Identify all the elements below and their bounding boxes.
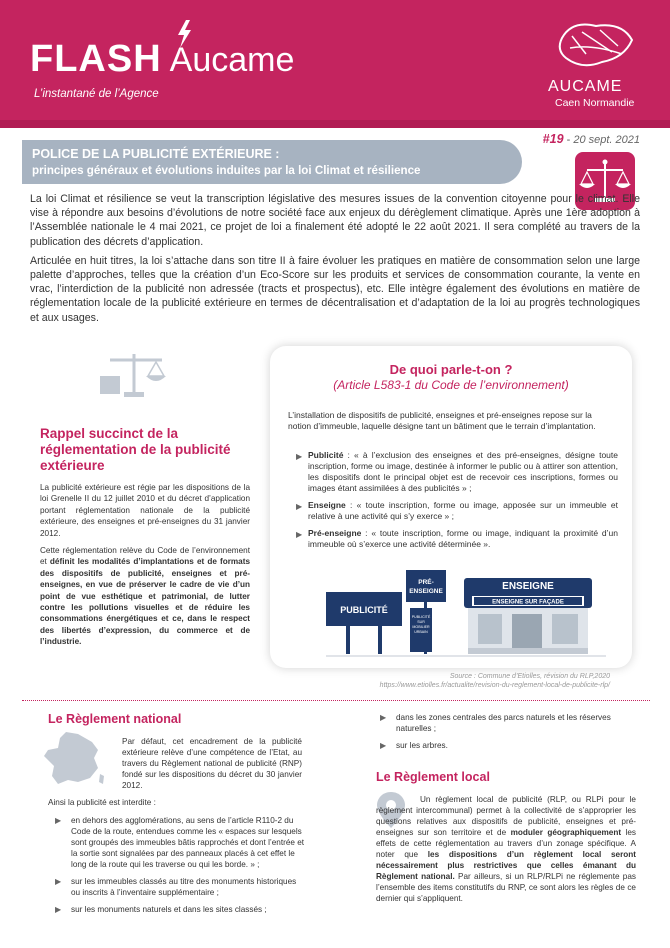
aucame-logo-icon [552, 18, 638, 76]
page-subtitle: principes généraux et évolutions induites par la loi Climat et résilience [32, 164, 421, 177]
national-list-continued [380, 712, 640, 757]
rappel-paragraph-1: La publicité extérieure est régie par les dispositions de la loi Grenelle II du 12 juillet 2010 et du décret d’application portant réglementation nationale de la publicité extérieure, des enseignes et pré-enseignes du 31 janvier 2012. [40, 483, 250, 538]
issue-number: #19 [542, 132, 564, 146]
card-title: De quoi parle-t-on ? [389, 362, 513, 377]
aucame-word: Aucame [169, 41, 295, 79]
local-text-bold-2: les dispositions d’un règlement local seront nécessairement plus restrictives que celles émanant du Règlement national. [376, 850, 636, 881]
definition-text: : « toute inscription, forme ou image, apposée sur un immeuble et relative à une activité qui s’y exerce » ; [308, 500, 618, 521]
scales-icon [90, 350, 178, 400]
list-item [380, 712, 640, 734]
definition-item [288, 528, 618, 550]
source-link[interactable]: https://www.etiolles.fr/actualite/revision-du-reglement-local-de-publicite-rlp/ [379, 682, 610, 689]
national-heading: Le Règlement national [48, 712, 182, 726]
bullet-triangle-icon: ▶ [380, 713, 387, 722]
logo-name: AUCAME [548, 78, 623, 95]
enseigne-sign-label: ENSEIGNE [502, 581, 554, 592]
intro-text [30, 192, 640, 330]
list-item-text: en dehors des agglomérations, au sens de l’article R110-2 du Code de la route, entendues comme les « espaces sur lesquels sont groupés des immeubles bâtis rapprochés et dont l’entrée et la sortie sont signalées par des panneaux placés à cet effet le long de la route qui les traverse ou qui les borde. » ; [71, 816, 305, 869]
list-item [55, 815, 305, 870]
definition-item [288, 500, 618, 522]
list-item [55, 876, 305, 898]
bullet-triangle-icon: ▶ [296, 502, 303, 511]
local-text [376, 794, 636, 904]
mobilier-label-4: URBAIN [414, 630, 428, 634]
intro-paragraph-2: Articulée en huit titres, la loi s’attache dans son titre II à faire évoluer les pratiques en matière de consommation selon une large palette d’approches, telles que la création d’un Eco-Score sur les produits et services de consommation courante, la vente en vrac, l’interdiction de la publicité non adressée (tracts et prospectus), etc. Elle intègre également des évolutions en matière de réglementation locale de la publicité extérieure en termes de décentralisation et d’adaptation de la loi au progrès technologiques et aux usages. [30, 254, 640, 324]
pre-enseigne-label-2: ENSEIGNE [409, 588, 443, 595]
local-text-bold-1: moduler géographiquement [510, 828, 622, 837]
definition-term: Publicité [308, 450, 344, 460]
national-list [55, 815, 305, 921]
issue-date: 20 sept. 2021 [573, 134, 640, 146]
issue-info [543, 132, 640, 146]
list-item-text: sur les arbres. [396, 741, 448, 750]
list-item-text: sur les immeubles classés au titre des monuments historiques ou inscrits à l’inventaire supplémentaire ; [71, 877, 297, 897]
bullet-triangle-icon: ▶ [380, 741, 387, 750]
definition-term: Enseigne [308, 500, 346, 510]
bullet-triangle-icon: ▶ [55, 877, 62, 886]
bullet-triangle-icon: ▶ [55, 905, 62, 914]
intro-paragraph-1: La loi Climat et résilience se veut la transcription législative des mesures issues de la convention citoyenne pour le climat. Elle vise à répondre aux besoins d’évolutions de notre société face aux enjeux du dérèglement climatique. Après une 1ère adoption à l’Assemblée nationale le 4 mai 2021, ce projet de loi a finalement été adopté le 22 août 2021. Il sera complété au travers de la publication des décrets d’application. [30, 193, 640, 248]
card-subtitle: (Article L583-1 du Code de l’environnement) [333, 378, 569, 392]
billboard-label: PUBLICITÉ [340, 605, 388, 615]
mobilier-label-2: SUR [417, 620, 425, 624]
rappel-text [40, 482, 250, 654]
issue-separator: - [566, 134, 571, 146]
facade-sign-label: ENSEIGNE SUR FAÇADE [492, 599, 564, 606]
rappel-p2-bold: définit les modalités d’implantations et de formats des dispositifs de publicité, enseignes et pré-enseignes, en vue de préserver le cadre de vie d’un point de vue esthétique et patrimonial, de lutter contre les pollutions visuelles et de réduire les consommations énergétiques et ce, dans le respect des libertés d’expression, du commerce et de l’industrie. [40, 557, 250, 647]
bullet-triangle-icon: ▶ [296, 530, 303, 539]
source-line-1: Source : Commune d’Etiolles, révision du RLP,2020 [449, 673, 610, 680]
title-band [22, 140, 522, 184]
local-text-1: Un règlement local de publicité (RLP, ou RLPi pour le règlement intercommunal) permet à la collectivité de s’approprier les questions relatives aux dispositifs de publicité, enseignes et pré-enseignes sur son territoire et de [376, 795, 636, 837]
list-item-text: dans les zones centrales des parcs naturels et les réserves naturelles ; [396, 713, 611, 733]
mobilier-label-3: MOBILIER [412, 625, 430, 629]
bullet-triangle-icon: ▶ [55, 816, 62, 825]
lightning-icon [175, 20, 193, 48]
bullet-triangle-icon: ▶ [296, 452, 303, 461]
definition-list [288, 450, 618, 556]
local-heading: Le Règlement local [376, 770, 490, 784]
list-item [380, 740, 640, 751]
definition-term: Pré-enseigne [308, 528, 362, 538]
france-map-icon [38, 728, 108, 788]
rappel-p2-plain: Cette réglementation relève du Code de l’environnement et [40, 546, 250, 567]
page-title: POLICE DE LA PUBLICITÉ EXTÉRIEURE : [32, 147, 280, 161]
national-lead: Ainsi la publicité est interdite : [48, 798, 156, 807]
tagline: L’instantané de l’Agence [34, 88, 159, 100]
pre-enseigne-label-1: PRÉ- [418, 579, 434, 586]
section-divider [22, 700, 650, 701]
flash-aucame-title [30, 38, 294, 81]
list-item-text: sur les monuments naturels et dans les sites classés ; [71, 905, 267, 914]
local-text-2: les effets de cette réglementation au travers d’un zonage spécifique. A noter que [376, 828, 637, 859]
definition-item [288, 450, 618, 494]
source-caption [300, 672, 610, 690]
flash-word: FLASH [30, 38, 162, 80]
local-text-3: Par ailleurs, si un RLP/RLPi ne réglemente pas l’ensemble des items constitutifs du RNP, ce sont alors les règles de ce dernier qui s’appliquent. [376, 872, 637, 903]
mobilier-label-1: PUBLICITÉ [411, 615, 431, 619]
rappel-heading: Rappel succinct de la réglementation de la publicité extérieure [40, 426, 231, 473]
definition-text: : « à l’exclusion des enseignes et des pré-enseignes, désigne toute inscription, forme ou image, destinée à informer le public ou à attirer son attention, les dispositifs dont le principal objet est de recevoir ces inscriptions, formes ou images étant assimilées à des publicités » ; [308, 450, 618, 493]
signage-illustration [326, 568, 606, 660]
rappel-paragraph-2 [40, 545, 250, 648]
card-intro: L’installation de dispositifs de publicité, enseignes et pré-enseignes repose sur la notion d’immeuble, laquelle désigne tant un bâtiment que le terrain d’implantation. [288, 410, 596, 431]
logo-subtitle: Caen Normandie [555, 97, 635, 109]
definition-text: : « toute inscription, forme ou image, indiquant la proximité d’un immeuble où s’exerce une activité déterminée ». [308, 528, 618, 549]
list-item [55, 904, 305, 915]
national-text: Par défaut, cet encadrement de la publicité extérieure relève d’une compétence de l’Etat, au travers du Règlement national de publicité (RNP) fondé sur les dispositions du décret du 30 janvier 2012. [122, 737, 302, 790]
